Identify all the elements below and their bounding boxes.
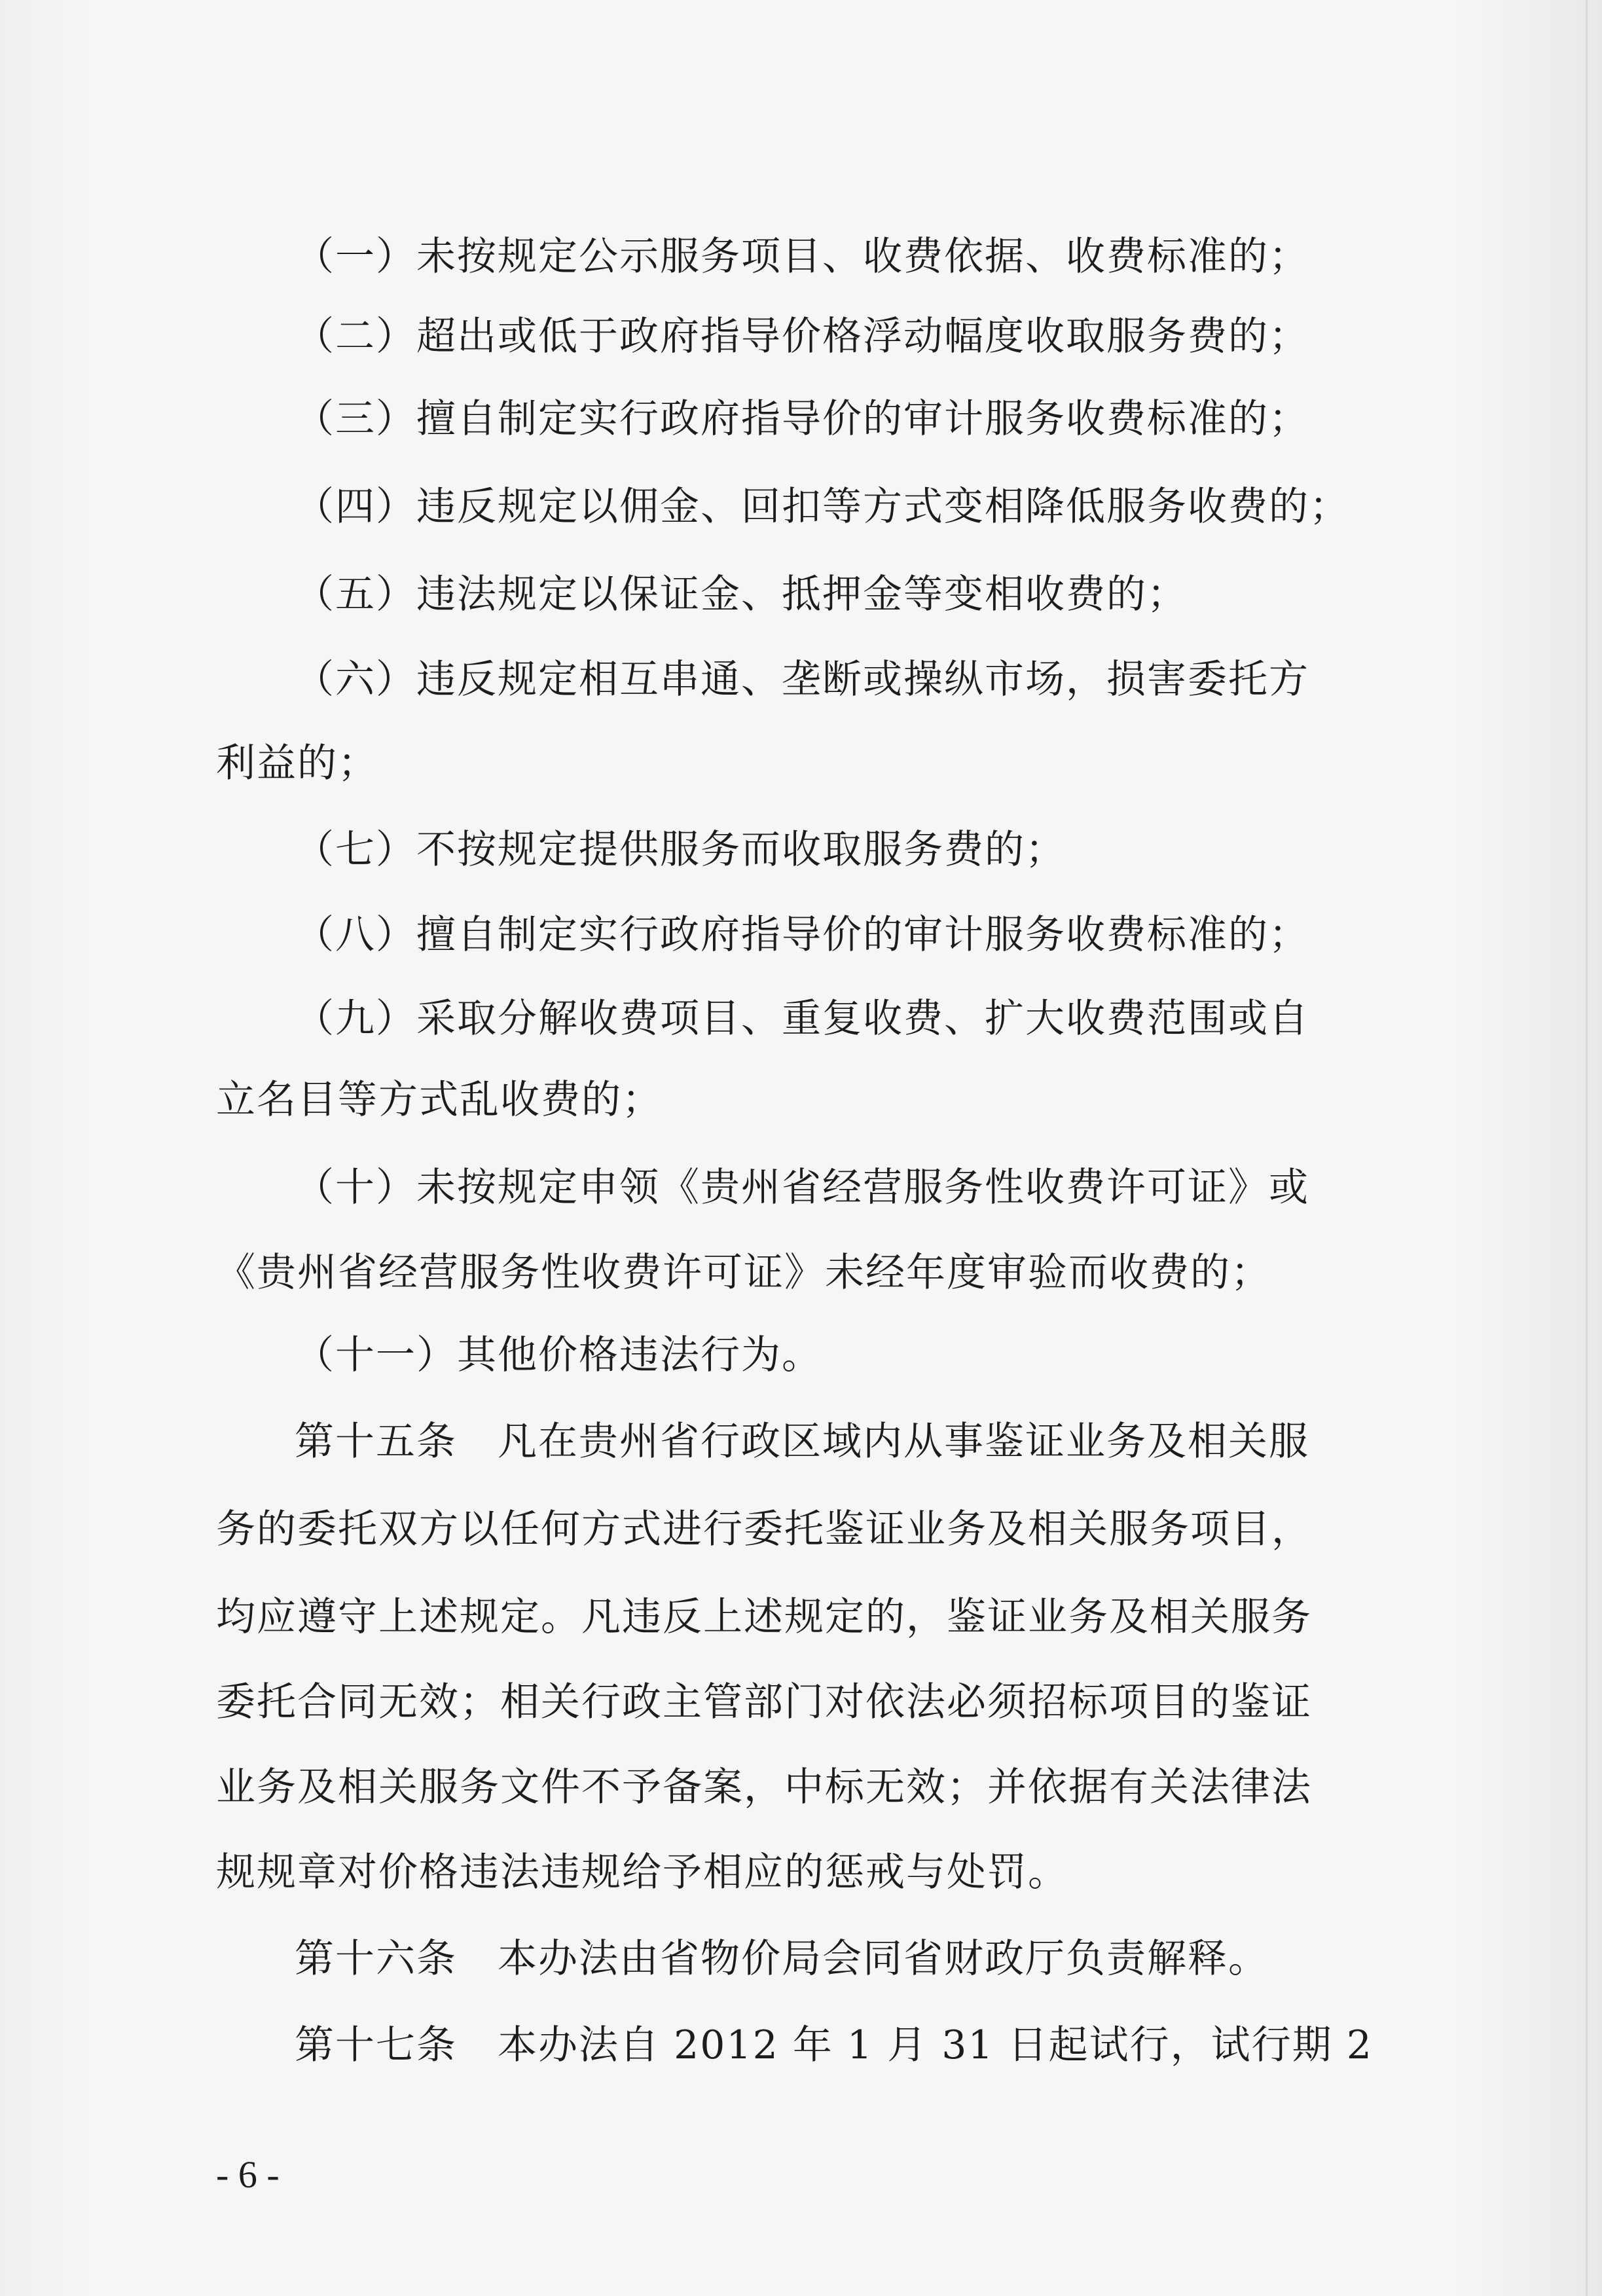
text-line-8: （七）不按规定提供服务而收取服务费的； xyxy=(295,827,1066,873)
article-15-line-5: 业务及相关服务文件不予备案，中标无效；并依据有关法律法 xyxy=(216,1764,1312,1810)
text-line-11: 立名目等方式乱收费的； xyxy=(216,1077,663,1123)
text-line-1: （一）未按规定公示服务项目、收费依据、收费标准的； xyxy=(295,234,1309,280)
page-number: - 6 - xyxy=(216,2153,280,2196)
text-line-2: （二）超出或低于政府指导价格浮动幅度收取服务费的； xyxy=(295,314,1309,359)
text-line-14: （十一）其他价格违法行为。 xyxy=(295,1332,822,1378)
article-15-line-6: 规规章对价格违法违规给予相应的惩戒与处罚。 xyxy=(216,1850,1068,1895)
article-15-line-4: 委托合同无效；相关行政主管部门对依法必须招标项目的鉴证 xyxy=(216,1679,1312,1725)
text-line-4: （四）违反规定以佣金、回扣等方式变相降低服务收费的； xyxy=(295,484,1350,530)
text-line-6: （六）违反规定相互串通、垄断或操纵市场，损害委托方 xyxy=(295,657,1309,702)
article-15-line-2: 务的委托双方以任何方式进行委托鉴证业务及相关服务项目， xyxy=(216,1506,1312,1552)
text-line-9: （八）擅自制定实行政府指导价的审计服务收费标准的； xyxy=(295,912,1309,958)
text-line-13: 《贵州省经营服务性收费许可证》未经年度审验而收费的； xyxy=(216,1250,1271,1296)
article-15-line-1: 第十五条 凡在贵州省行政区域内从事鉴证业务及相关服 xyxy=(295,1419,1309,1465)
text-line-7: 利益的； xyxy=(216,740,378,786)
article-15-line-3: 均应遵守上述规定。凡违反上述规定的，鉴证业务及相关服务 xyxy=(216,1594,1312,1640)
page-fold-shadow xyxy=(1586,0,1588,2296)
text-line-5: （五）违法规定以保证金、抵押金等变相收费的； xyxy=(295,572,1188,617)
text-line-3: （三）擅自制定实行政府指导价的审计服务收费标准的； xyxy=(295,396,1309,442)
text-line-10: （九）采取分解收费项目、重复收费、扩大收费范围或自 xyxy=(295,996,1309,1042)
article-16-line: 第十六条 本办法由省物价局会同省财政厅负责解释。 xyxy=(295,1936,1269,1982)
text-line-12: （十）未按规定申领《贵州省经营服务性收费许可证》或 xyxy=(295,1165,1309,1211)
article-17-line: 第十七条 本办法自 2012 年 1 月 31 日起试行，试行期 2 xyxy=(295,2022,1373,2068)
